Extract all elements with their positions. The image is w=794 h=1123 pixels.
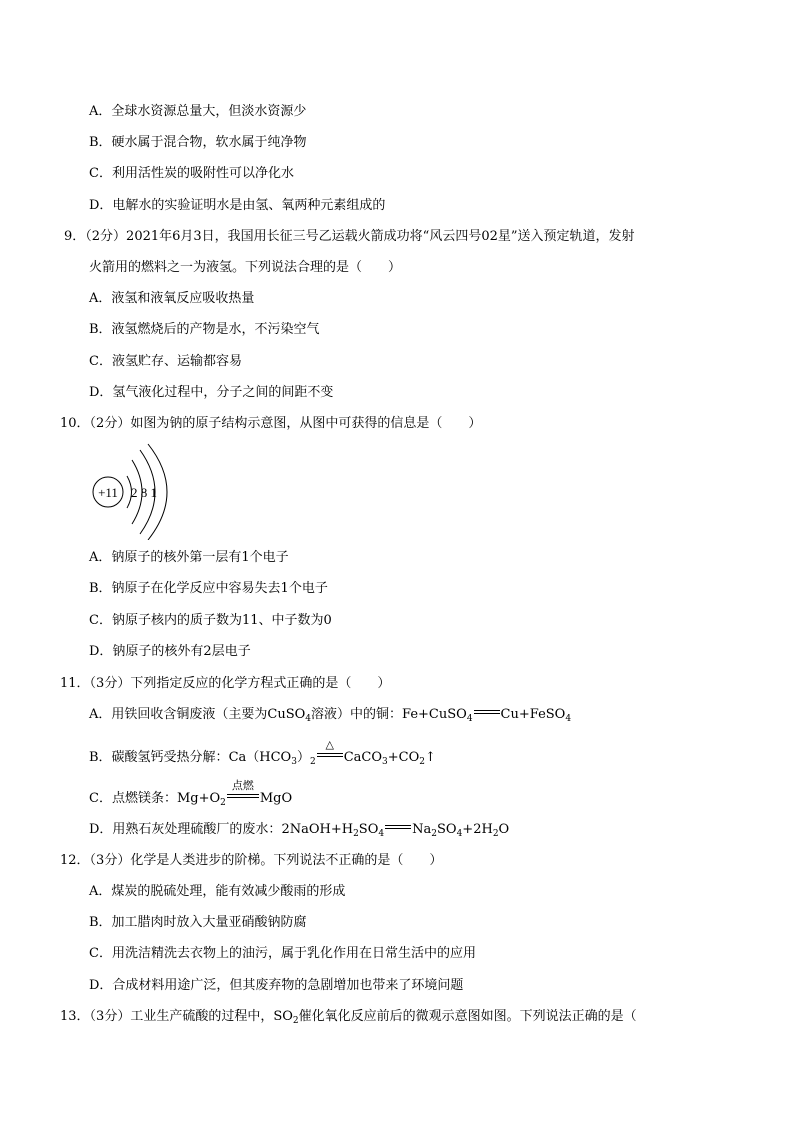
q10-option-a: A．钠原子的核外第一层有1个电子 (89, 550, 289, 565)
q9-option-c: C．液氢贮存、运输都容易 (89, 354, 242, 369)
q11-option-b: B．碳酸氢钙受热分解：$Ca(HCO_3)_2$ △ $CaCO_3+CO_2↑$ (89, 738, 436, 767)
q9-option-b: B．液氢燃烧后的产物是水，不污染空气 (89, 322, 320, 337)
q10-option-b: B．钠原子在化学反应中容易失去1个电子 (89, 581, 328, 596)
sodium-atom-diagram (88, 440, 178, 540)
q9-stem-line1: 9．（2分）2021年6月3日，我国用长征三号乙运载火箭成功将“风云四号02星”送入预定轨道，发射 (64, 229, 635, 244)
q8-option-d: D．电解水的实验证明水是由氢、氧两种元素组成的 (89, 198, 386, 213)
q11-option-c: C．点燃镁条：$Mg+O_2$ 点燃 MgO (89, 779, 293, 808)
q9-stem-line2: 火箭用的燃料之一为液氢。下列说法合理的是（ ） (89, 260, 402, 275)
electron-shells: 2 8 1 (131, 485, 157, 500)
q10-option-d: D．钠原子的核外有2层电子 (89, 644, 251, 659)
q10-option-c: C．钠原子核内的质子数为11、中子数为0 (89, 613, 332, 628)
q12-option-c: C．用洗洁精洗去衣物上的油污，属于乳化作用在日常生活中的应用 (89, 946, 476, 961)
q8-option-c: C．利用活性炭的吸附性可以净化水 (89, 166, 294, 181)
heat-symbol: △ (325, 738, 334, 751)
q12-stem: 12．（3分）化学是人类进步的阶梯。下列说法不正确的是（ ） (60, 853, 443, 868)
q11-stem: 11．（3分）下列指定反应的化学方程式正确的是（ ） (60, 676, 391, 691)
nucleus-charge: +11 (98, 485, 118, 500)
ignite-condition: 点燃 (231, 779, 254, 792)
q9-option-a: A．液氢和液氧反应吸收热量 (89, 291, 255, 306)
q11-option-d: D．用熟石灰处理硫酸厂的废水：$2NaOH+H_2SO_4$ $Na_2SO_4+2H_2O$ (89, 822, 510, 839)
q13-stem: 13．（3分）工业生产硫酸的过程中，$SO_2$催化氧化反应前后的微观示意图如图。下列说法正确的是（ (60, 1009, 637, 1026)
q10-stem: 10．（2分）如图为钠的原子结构示意图，从图中可获得的信息是（ ） (60, 416, 482, 431)
q11-option-a: A．用铁回收含铜废液（主要为CuSO$_4$溶液）中的铜：Fe+CuSO$_4$ Cu+FeSO$_4$ (89, 707, 572, 724)
q12-option-d: D．合成材料用途广泛，但其废弃物的急剧增加也带来了环境问题 (89, 978, 464, 993)
q12-option-a: A．煤炭的脱硫处理，能有效减少酸雨的形成 (89, 884, 346, 899)
q8-option-a: A．全球水资源总量大，但淡水资源少 (89, 104, 307, 119)
q8-option-b: B．硬水属于混合物，软水属于纯净物 (89, 135, 307, 150)
q9-option-d: D．氢气液化过程中，分子之间的间距不变 (89, 385, 334, 400)
q12-option-b: B．加工腊肉时放入大量亚硝酸钠防腐 (89, 915, 307, 930)
